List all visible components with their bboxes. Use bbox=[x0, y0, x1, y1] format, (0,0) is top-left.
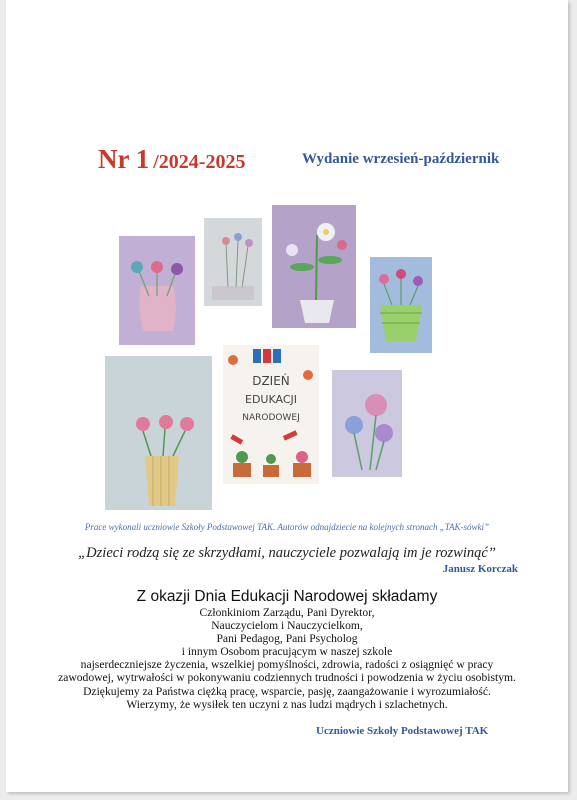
issue-prefix: Nr 1 bbox=[98, 144, 150, 174]
flowers-in-vase-striped-drawing bbox=[105, 356, 212, 510]
greeting-line: zawodowej, wytrwałości w pokonywaniu codziennych trudności i powodzenia w życiu osobistym. bbox=[58, 671, 516, 685]
greeting-line: najserdeczniejsze życzenia, wszelkiej pomyślności, zdrowia, radości z osiągnięć w pracy bbox=[80, 658, 494, 672]
korczak-quote: „Dzieci rodzą się ze skrzydłami, nauczyciele pozwalają im je rozwinąć” bbox=[78, 545, 496, 561]
greeting-line: i innym Osobom pracującym w naszej szkole bbox=[181, 645, 393, 659]
greeting-body bbox=[6, 606, 568, 711]
dzien-edukacji-narodowej-poster bbox=[223, 345, 319, 484]
svg-text:EDUKACJI: EDUKACJI bbox=[245, 393, 297, 406]
greeting-heading: Z okazji Dnia Edukacji Narodowej składamy bbox=[136, 588, 438, 605]
green-pot-flowers-drawing bbox=[370, 257, 432, 353]
svg-text:NARODOWEJ: NARODOWEJ bbox=[242, 413, 300, 423]
issue-year: /2024-2025 bbox=[153, 151, 246, 173]
quote-author: Janusz Korczak bbox=[442, 563, 518, 575]
greeting-line: Nauczycielom i Nauczycielkom, bbox=[211, 619, 363, 633]
flowers-drawing-purple bbox=[332, 370, 402, 477]
flower-sketch-drawing bbox=[204, 218, 262, 306]
newsletter-page bbox=[6, 0, 568, 792]
signature: Uczniowie Szkoły Podstawowej TAK bbox=[316, 725, 489, 737]
svg-text:DZIEŃ: DZIEŃ bbox=[252, 374, 290, 388]
greeting-line: Członkiniom Zarządu, Pani Dyrektor, bbox=[199, 606, 375, 619]
greeting-line: Dziękujemy za Państwa ciężką pracę, wsparcie, pasję, zaangażowanie i wyrozumiałość. bbox=[83, 684, 491, 698]
flower-vase-drawing-purple bbox=[119, 236, 195, 345]
issue-number bbox=[98, 144, 245, 175]
artwork-credits: Prace wykonali uczniowie Szkoły Podstawowej TAK. Autorów odnajdziecie na kolejnych stronach „TAK-sówki” bbox=[84, 522, 490, 532]
potted-flower-drawing-purple bbox=[272, 205, 356, 328]
greeting-line: Wierzymy, że wysiłek ten uczyni z nas ludzi mądrych i szlachetnych. bbox=[126, 697, 448, 711]
edition-title: Wydanie wrzesień-październik bbox=[302, 151, 500, 167]
greeting-line: Pani Pedagog, Pani Psycholog bbox=[216, 632, 358, 646]
